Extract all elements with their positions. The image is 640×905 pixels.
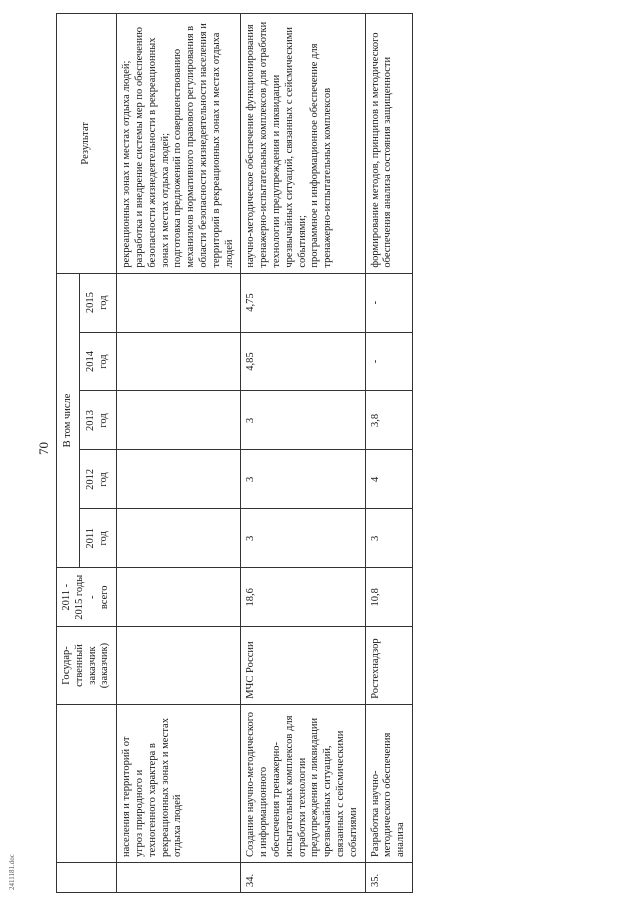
row-number — [117, 863, 241, 893]
header-year: 2011 год — [80, 509, 117, 568]
header-year: 2012 год — [80, 450, 117, 509]
row-customer: МЧС России — [241, 627, 365, 705]
row-year-value: 3,8 — [365, 391, 412, 450]
row-year-value: 4 — [365, 450, 412, 509]
row-year-value: - — [365, 332, 412, 391]
header-customer: Государ- ственный заказчик (заказчик) — [57, 627, 117, 705]
header-total: 2011 - 2015 годы - всего — [57, 568, 117, 627]
row-year-value — [117, 332, 241, 391]
table-row — [117, 14, 241, 893]
table-header-row — [57, 14, 80, 893]
row-year-value — [117, 391, 241, 450]
header-year: 2015 год — [80, 273, 117, 332]
header-num-cell — [57, 863, 117, 893]
header-name-cell — [57, 704, 117, 862]
row-result: формирование методов, принципов и методического обеспечения анализа состояния защищенности — [365, 14, 412, 274]
row-year-value — [117, 450, 241, 509]
row-year-value: - — [365, 273, 412, 332]
document-code: 2411181.doc — [8, 854, 16, 890]
row-year-value: 3 — [241, 391, 365, 450]
page-number: 70 — [36, 442, 51, 455]
row-customer — [117, 627, 241, 705]
row-total — [117, 568, 241, 627]
row-number: 34. — [241, 863, 365, 893]
row-year-value — [117, 273, 241, 332]
row-total: 10,8 — [365, 568, 412, 627]
row-result: научно-методическое обеспечение функционирования тренажерно-испытательных комплексов для отработки технологии предупреждения и ликвидации чрезвычайных ситуаций, связанных с сейсмическими событиями; программное и информационное обеспечение для тренажерно-испытательных комплексов — [241, 14, 365, 274]
header-result: Результат — [57, 14, 117, 274]
row-name: населения и территорий от угроз природного и техногенного характера в рекреационных зонах и местах отдыха людей — [117, 704, 241, 862]
row-name: Разработка научно-методического обеспечения анализа — [365, 704, 412, 862]
header-including: В том числе — [57, 273, 80, 568]
header-year: 2013 год — [80, 391, 117, 450]
row-customer: Ростехнадзор — [365, 627, 412, 705]
row-year-value: 3 — [365, 509, 412, 568]
row-year-value: 3 — [241, 450, 365, 509]
row-year-value: 3 — [241, 509, 365, 568]
program-table — [56, 13, 413, 893]
table-row — [365, 14, 412, 893]
row-year-value: 4,85 — [241, 332, 365, 391]
row-result: рекреационных зонах и местах отдыха людей; разработка и внедрение системы мер по обеспечению безопасности жизнедеятельности в рекреационных зонах и местах отдыха людей; подготовка предложений по совершенствованию механизмов нормативного правового регулирования в области безопасности жизнедеятельности населения и территорий в рекреационных зонах и местах отдыха людей — [117, 14, 241, 274]
header-year: 2014 год — [80, 332, 117, 391]
row-year-value — [117, 509, 241, 568]
row-name: Создание научно-методического и информационного обеспечения тренажерно-испытательных комплексов для отработки технологии предупреждения и ликвидации чрезвычайных ситуаций, связанных с сейсмическими событиями — [241, 704, 365, 862]
row-number: 35. — [365, 863, 412, 893]
table-row — [241, 14, 365, 893]
row-total: 18,6 — [241, 568, 365, 627]
row-year-value: 4,75 — [241, 273, 365, 332]
